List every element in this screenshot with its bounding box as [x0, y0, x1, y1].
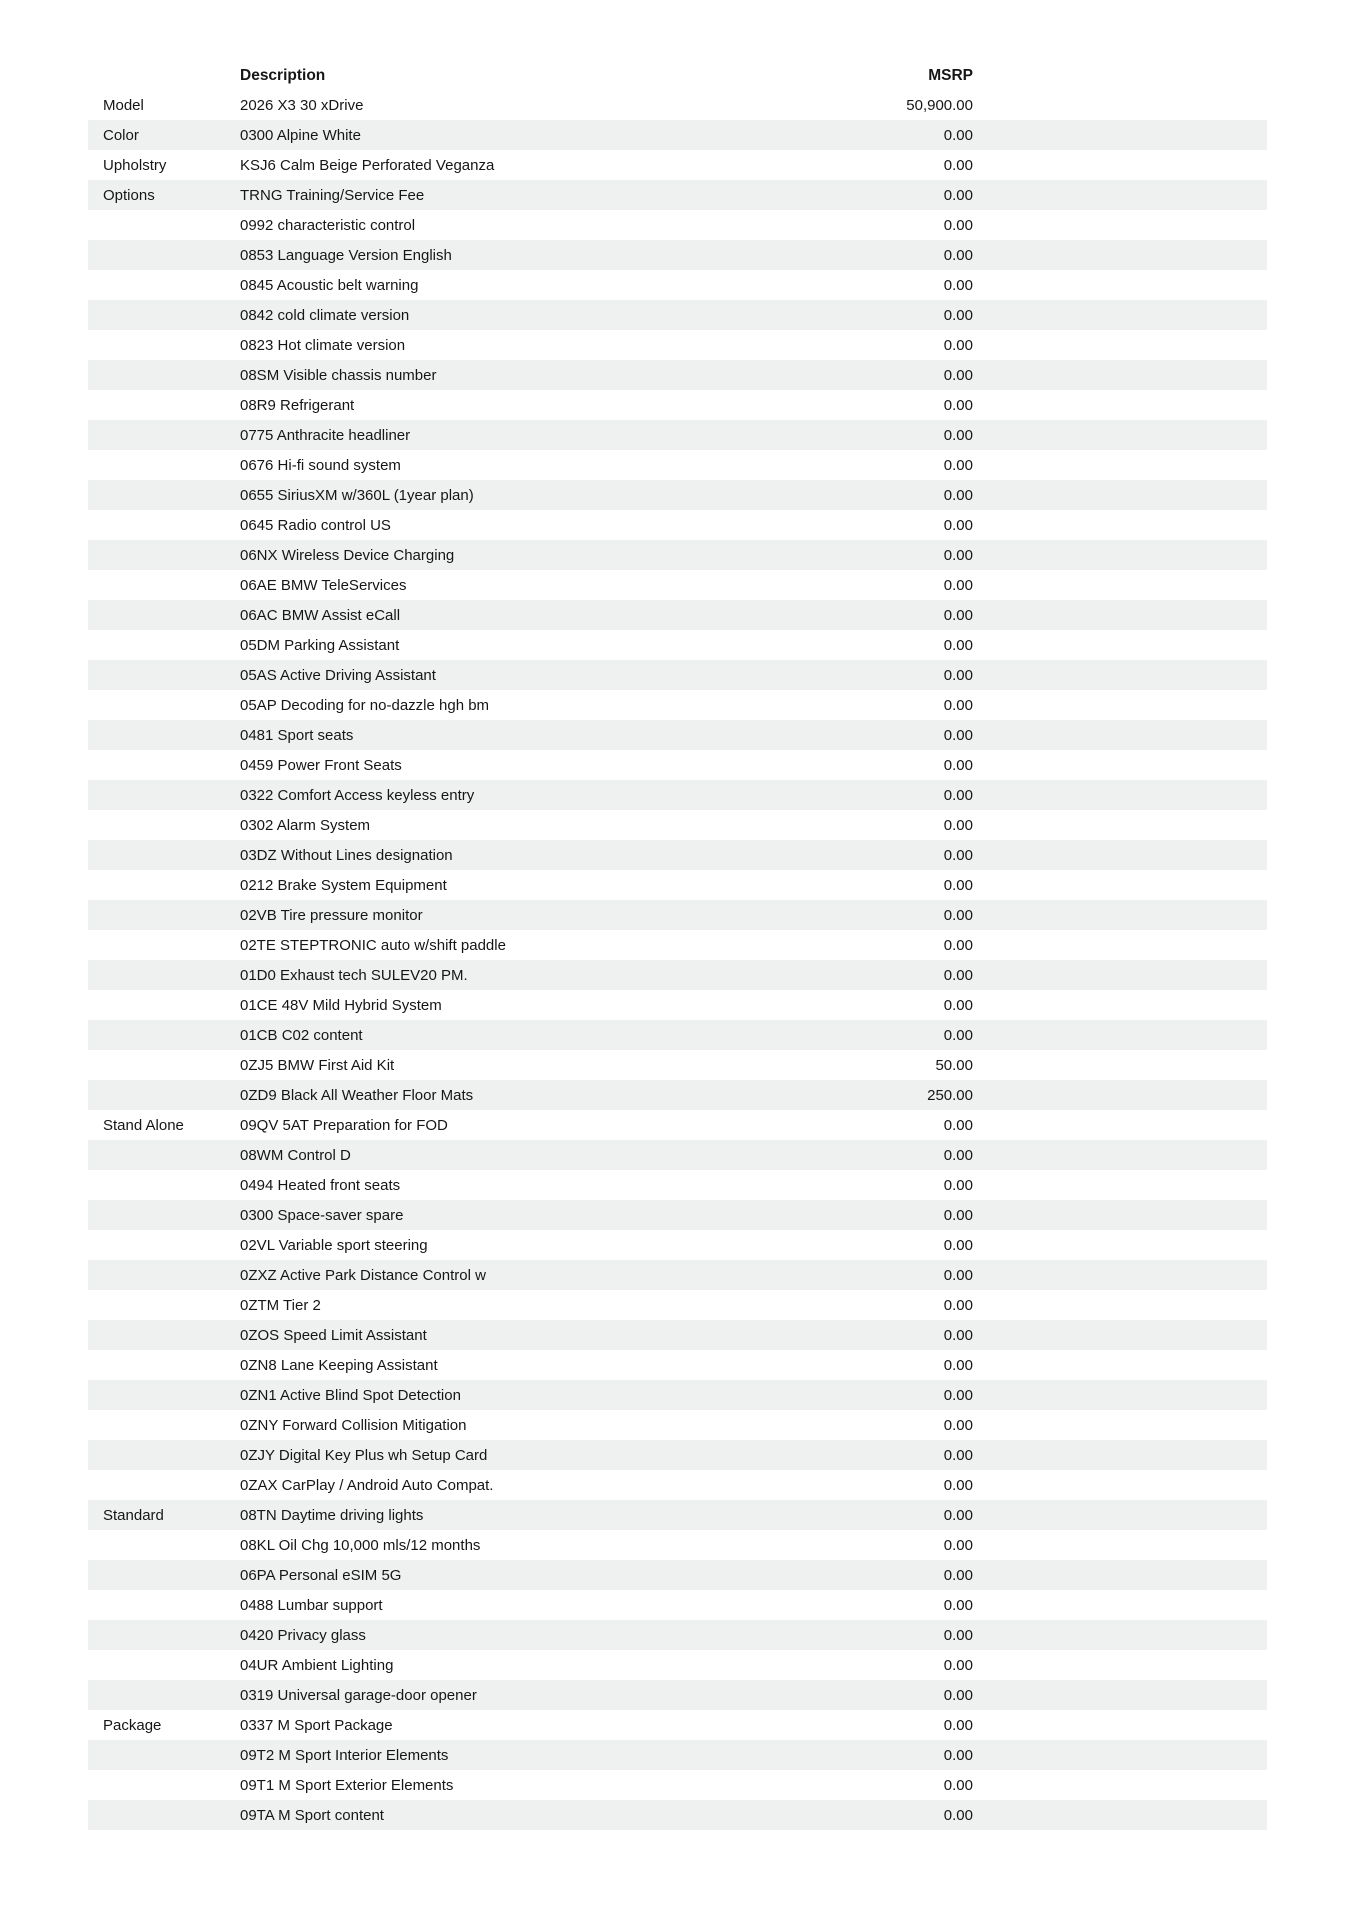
- description-cell: 0322 Comfort Access keyless entry: [240, 786, 475, 804]
- msrp-cell: 0.00: [943, 1596, 973, 1614]
- msrp-cell: 0.00: [943, 246, 973, 264]
- category-cell: Standard: [103, 1506, 164, 1524]
- category-cell: Model: [103, 96, 144, 114]
- table-row: [88, 330, 1267, 360]
- description-cell: 04UR Ambient Lighting: [240, 1656, 394, 1674]
- description-cell: 0337 M Sport Package: [240, 1716, 393, 1734]
- description-cell: 0ZN1 Active Blind Spot Detection: [240, 1386, 461, 1404]
- msrp-cell: 0.00: [943, 1656, 973, 1674]
- msrp-cell: 0.00: [943, 1806, 973, 1824]
- msrp-cell: 0.00: [943, 816, 973, 834]
- description-cell: 0655 SiriusXM w/360L (1year plan): [240, 486, 474, 504]
- msrp-cell: 0.00: [943, 1506, 973, 1524]
- msrp-cell: 0.00: [943, 186, 973, 204]
- table-row: [88, 1320, 1267, 1350]
- msrp-cell: 0.00: [943, 1296, 973, 1314]
- description-cell: 08SM Visible chassis number: [240, 366, 437, 384]
- table-row: [88, 270, 1267, 300]
- table-row: [88, 540, 1267, 570]
- category-cell: Stand Alone: [103, 1116, 184, 1134]
- table-row: [88, 1470, 1267, 1500]
- table-row: [88, 870, 1267, 900]
- table-row: [88, 600, 1267, 630]
- description-cell: 0ZJ5 BMW First Aid Kit: [240, 1056, 395, 1074]
- table-row: [88, 1050, 1267, 1080]
- description-cell: 09QV 5AT Preparation for FOD: [240, 1116, 448, 1134]
- category-cell: Color: [103, 126, 139, 144]
- table-row: [88, 750, 1267, 780]
- description-cell: 05DM Parking Assistant: [240, 636, 400, 654]
- msrp-cell: 0.00: [943, 756, 973, 774]
- description-cell: 0853 Language Version English: [240, 246, 452, 264]
- description-cell: 0645 Radio control US: [240, 516, 391, 534]
- table-row: [88, 510, 1267, 540]
- table-row: [88, 120, 1267, 150]
- msrp-cell: 0.00: [943, 1716, 973, 1734]
- table-row: [88, 840, 1267, 870]
- msrp-cell: 0.00: [943, 516, 973, 534]
- description-cell: 0319 Universal garage-door opener: [240, 1686, 477, 1704]
- table-row: [88, 1560, 1267, 1590]
- description-cell: 06AE BMW TeleServices: [240, 576, 407, 594]
- msrp-cell: 50.00: [935, 1056, 973, 1074]
- description-cell: 03DZ Without Lines designation: [240, 846, 453, 864]
- msrp-cell: 0.00: [943, 396, 973, 414]
- description-cell: 08TN Daytime driving lights: [240, 1506, 424, 1524]
- msrp-cell: 50,900.00: [906, 96, 973, 114]
- description-cell: 0676 Hi-fi sound system: [240, 456, 401, 474]
- msrp-cell: 0.00: [943, 726, 973, 744]
- table-row: [88, 780, 1267, 810]
- table-row: [88, 90, 1267, 120]
- table-row: [88, 240, 1267, 270]
- description-cell: 06PA Personal eSIM 5G: [240, 1566, 402, 1584]
- description-cell: 0ZAX CarPlay / Android Auto Compat.: [240, 1476, 494, 1494]
- table-row: [88, 1680, 1267, 1710]
- table-row: [88, 1200, 1267, 1230]
- msrp-cell: 0.00: [943, 486, 973, 504]
- table-row: [88, 1530, 1267, 1560]
- msrp-cell: 0.00: [943, 366, 973, 384]
- description-cell: 0ZN8 Lane Keeping Assistant: [240, 1356, 438, 1374]
- msrp-cell: 0.00: [943, 1176, 973, 1194]
- msrp-cell: 0.00: [943, 1416, 973, 1434]
- table-row: [88, 1650, 1267, 1680]
- description-cell: 0842 cold climate version: [240, 306, 410, 324]
- table-row: [88, 960, 1267, 990]
- table-row: [88, 1410, 1267, 1440]
- description-cell: 02TE STEPTRONIC auto w/shift paddle: [240, 936, 506, 954]
- msrp-cell: 250.00: [927, 1086, 973, 1104]
- msrp-cell: 0.00: [943, 576, 973, 594]
- table-row: [88, 1800, 1267, 1830]
- table-row: [88, 1500, 1267, 1530]
- msrp-cell: 0.00: [943, 666, 973, 684]
- description-cell: 08R9 Refrigerant: [240, 396, 355, 414]
- msrp-cell: 0.00: [943, 846, 973, 864]
- msrp-cell: 0.00: [943, 1446, 973, 1464]
- msrp-cell: 0.00: [943, 906, 973, 924]
- description-cell: 02VL Variable sport steering: [240, 1236, 428, 1254]
- table-row: [88, 180, 1267, 210]
- table-row: [88, 1170, 1267, 1200]
- description-cell: 0494 Heated front seats: [240, 1176, 401, 1194]
- msrp-cell: 0.00: [943, 1026, 973, 1044]
- description-cell: 0420 Privacy glass: [240, 1626, 366, 1644]
- description-cell: 0ZOS Speed Limit Assistant: [240, 1326, 427, 1344]
- table-header-row: [88, 62, 1267, 90]
- description-cell: 08KL Oil Chg 10,000 mls/12 months: [240, 1536, 481, 1554]
- description-cell: 0488 Lumbar support: [240, 1596, 383, 1614]
- msrp-cell: 0.00: [943, 156, 973, 174]
- table-row: [88, 210, 1267, 240]
- description-cell: 0481 Sport seats: [240, 726, 354, 744]
- table-row: [88, 1350, 1267, 1380]
- table-row: [88, 300, 1267, 330]
- msrp-cell: 0.00: [943, 1386, 973, 1404]
- table-row: [88, 1590, 1267, 1620]
- description-cell: 0ZXZ Active Park Distance Control w: [240, 1266, 486, 1284]
- table-row: [88, 570, 1267, 600]
- table-row: [88, 1710, 1267, 1740]
- table-row: [88, 1290, 1267, 1320]
- category-cell: Package: [103, 1716, 162, 1734]
- msrp-cell: 0.00: [943, 336, 973, 354]
- msrp-cell: 0.00: [943, 786, 973, 804]
- msrp-cell: 0.00: [943, 1566, 973, 1584]
- table-row: [88, 390, 1267, 420]
- table-row: [88, 1020, 1267, 1050]
- msrp-cell: 0.00: [943, 696, 973, 714]
- description-cell: 01D0 Exhaust tech SULEV20 PM.: [240, 966, 468, 984]
- msrp-cell: 0.00: [943, 1746, 973, 1764]
- description-cell: TRNG Training/Service Fee: [240, 186, 425, 204]
- table-row: [88, 1770, 1267, 1800]
- table-row: [88, 360, 1267, 390]
- table-row: [88, 1440, 1267, 1470]
- table-row: [88, 150, 1267, 180]
- msrp-cell: 0.00: [943, 276, 973, 294]
- description-cell: 0212 Brake System Equipment: [240, 876, 447, 894]
- description-cell: 08WM Control D: [240, 1146, 351, 1164]
- msrp-cell: 0.00: [943, 966, 973, 984]
- description-cell: 06AC BMW Assist eCall: [240, 606, 401, 624]
- msrp-cell: 0.00: [943, 636, 973, 654]
- msrp-cell: 0.00: [943, 1116, 973, 1134]
- description-cell: 0775 Anthracite headliner: [240, 426, 411, 444]
- table-row: [88, 420, 1267, 450]
- table-body: [88, 90, 1267, 1830]
- description-cell: 0845 Acoustic belt warning: [240, 276, 419, 294]
- msrp-cell: 0.00: [943, 546, 973, 564]
- msrp-cell: 0.00: [943, 996, 973, 1014]
- table-row: [88, 1140, 1267, 1170]
- msrp-cell: 0.00: [943, 1626, 973, 1644]
- table-row: [88, 1260, 1267, 1290]
- table-row: [88, 1080, 1267, 1110]
- msrp-cell: 0.00: [943, 1206, 973, 1224]
- table-row: [88, 450, 1267, 480]
- description-column-header: Description: [240, 67, 326, 84]
- vehicle-pricing-table: [88, 62, 1267, 1830]
- description-cell: 05AP Decoding for no-dazzle hgh bm: [240, 696, 490, 714]
- msrp-cell: 0.00: [943, 126, 973, 144]
- description-cell: 0300 Space-saver spare: [240, 1206, 404, 1224]
- description-cell: 01CE 48V Mild Hybrid System: [240, 996, 442, 1014]
- table-row: [88, 930, 1267, 960]
- description-cell: 09TA M Sport content: [240, 1806, 384, 1824]
- category-cell: Upholstry: [103, 156, 167, 174]
- description-cell: 0ZNY Forward Collision Mitigation: [240, 1416, 467, 1434]
- description-cell: 0ZD9 Black All Weather Floor Mats: [240, 1086, 474, 1104]
- description-cell: KSJ6 Calm Beige Perforated Veganza: [240, 156, 495, 174]
- category-cell: Options: [103, 186, 155, 204]
- table-row: [88, 1740, 1267, 1770]
- msrp-cell: 0.00: [943, 216, 973, 234]
- description-cell: 0992 characteristic control: [240, 216, 416, 234]
- msrp-cell: 0.00: [943, 1476, 973, 1494]
- description-cell: 2026 X3 30 xDrive: [240, 96, 364, 114]
- table-row: [88, 480, 1267, 510]
- table-row: [88, 630, 1267, 660]
- table-row: [88, 1380, 1267, 1410]
- table-row: [88, 900, 1267, 930]
- table-row: [88, 690, 1267, 720]
- msrp-cell: 0.00: [943, 1266, 973, 1284]
- msrp-cell: 0.00: [943, 1686, 973, 1704]
- description-cell: 09T1 M Sport Exterior Elements: [240, 1776, 454, 1794]
- msrp-cell: 0.00: [943, 876, 973, 894]
- table-row: [88, 660, 1267, 690]
- msrp-cell: 0.00: [943, 306, 973, 324]
- msrp-cell: 0.00: [943, 936, 973, 954]
- msrp-cell: 0.00: [943, 1326, 973, 1344]
- description-cell: 0ZTM Tier 2: [240, 1296, 321, 1314]
- msrp-cell: 0.00: [943, 1146, 973, 1164]
- description-cell: 0302 Alarm System: [240, 816, 371, 834]
- description-cell: 0823 Hot climate version: [240, 336, 406, 354]
- msrp-column-header: MSRP: [928, 67, 973, 84]
- description-cell: 0300 Alpine White: [240, 126, 361, 144]
- table-row: [88, 1110, 1267, 1140]
- description-cell: 0459 Power Front Seats: [240, 756, 402, 774]
- msrp-cell: 0.00: [943, 456, 973, 474]
- table-row: [88, 1230, 1267, 1260]
- description-cell: 0ZJY Digital Key Plus wh Setup Card: [240, 1446, 488, 1464]
- description-cell: 06NX Wireless Device Charging: [240, 546, 455, 564]
- msrp-cell: 0.00: [943, 1236, 973, 1254]
- msrp-cell: 0.00: [943, 426, 973, 444]
- description-cell: 01CB C02 content: [240, 1026, 363, 1044]
- msrp-cell: 0.00: [943, 1536, 973, 1554]
- table-row: [88, 810, 1267, 840]
- description-cell: 09T2 M Sport Interior Elements: [240, 1746, 449, 1764]
- msrp-cell: 0.00: [943, 1356, 973, 1374]
- table-row: [88, 1620, 1267, 1650]
- table-row: [88, 720, 1267, 750]
- description-cell: 05AS Active Driving Assistant: [240, 666, 436, 684]
- description-cell: 02VB Tire pressure monitor: [240, 906, 423, 924]
- msrp-cell: 0.00: [943, 606, 973, 624]
- msrp-cell: 0.00: [943, 1776, 973, 1794]
- table-row: [88, 990, 1267, 1020]
